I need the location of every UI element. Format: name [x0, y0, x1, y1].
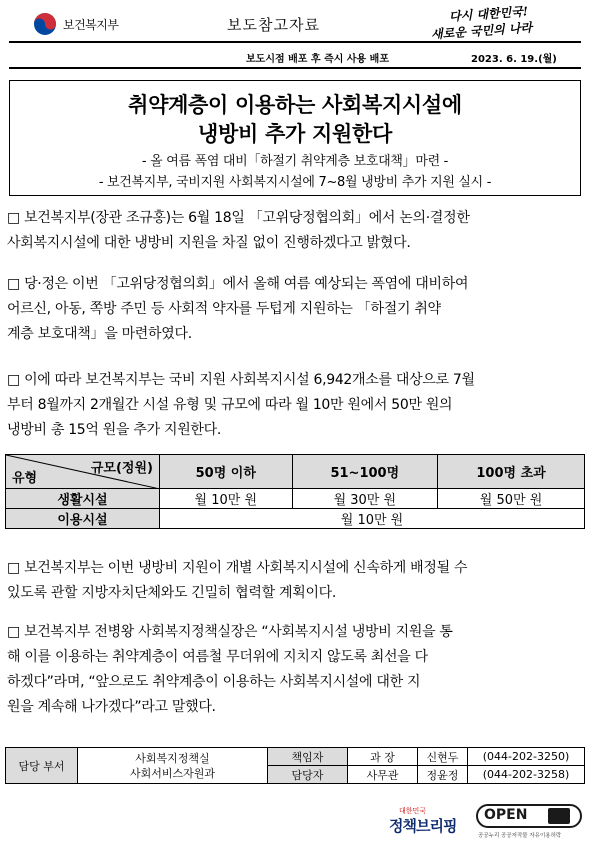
release-date: 2023. 6. 19.(월)	[471, 54, 557, 65]
policy-briefing-logo	[389, 806, 469, 842]
slogan-line2: 새로운 국민의 나라	[430, 20, 533, 42]
paragraph-line: 하겠다”라며, “앞으로도 취약계층이 이용하는 사회복지시설에 대한 지	[7, 674, 421, 690]
paragraph-line: □ 보건복지부(장관 조규홍)는 6월 18일 「고위당정협의회」에서 논의·결정한	[7, 210, 470, 226]
dept-label: 담당 부서	[6, 748, 78, 784]
table-header-row	[6, 455, 585, 489]
paragraph-line: 부터 8월까지 2개월간 시설 유형 및 규모에 따라 월 10만 원에서 50만 원의	[7, 397, 453, 413]
paragraph-line: □ 보건복지부는 이번 냉방비 지원이 개별 사회복지시설에 신속하게 배정될 수	[7, 560, 468, 576]
license-icon	[548, 808, 570, 824]
open-subtext: 공공누리 공공저작물 자유이용허락	[478, 833, 562, 839]
subheadline-1: - 올 여름 폭염 대비「하절기 취약계층 보호대책」마련 -	[141, 154, 449, 169]
government-slogan	[427, 5, 569, 41]
table-row	[6, 509, 585, 529]
paragraph-3	[7, 368, 583, 443]
corner-top-label: 규모(정원)	[90, 461, 153, 476]
headline-line2: 냉방비 추가 지원한다	[198, 122, 392, 146]
paragraph-1	[7, 206, 583, 256]
table-cell-merged: 월 10만 원	[160, 509, 585, 529]
headline-box	[9, 80, 581, 196]
doc-type-title: 보도참고자료	[227, 16, 320, 34]
paragraph-line: □ 보건복지부 전병왕 사회복지정책실장은 “사회복지시설 냉방비 지원을 통	[7, 624, 453, 640]
paragraph-line: 어르신, 아동, 쪽방 주민 등 사회적 약자를 두텁게 지원하는 「하절기 취약	[7, 301, 441, 317]
table-cell: 월 30만 원	[292, 489, 438, 509]
paragraph-line: □ 당·정은 이번 「고위당정협의회」에서 올해 여름 예상되는 폭염에 대비하여	[7, 276, 469, 292]
release-info	[9, 44, 581, 69]
paragraph-line: 사회복지시설에 대한 냉방비 지원을 차질 없이 진행하겠다고 밝혔다.	[7, 235, 411, 251]
row-label: 생활시설	[6, 489, 160, 509]
taegeuk-icon	[33, 12, 57, 36]
table-row	[6, 489, 585, 509]
paragraph-line: 계층 보호대책」을 마련하였다.	[7, 326, 192, 342]
contact-name: 정윤정	[418, 766, 468, 784]
subheadline-2: - 보건복지부, 국비지원 사회복지시설에 7~8월 냉방비 추가 지원 실시 -	[98, 175, 492, 190]
slogan-line1: 다시 대한민국!	[448, 4, 529, 24]
brief-big-text: 정책브리핑	[389, 817, 457, 835]
brief-small-text: 대한민국	[399, 807, 427, 815]
press-header	[9, 5, 581, 43]
contact-role: 책임자	[268, 748, 348, 766]
corner-bottom-label: 유형	[12, 471, 38, 486]
paragraph-2	[7, 272, 583, 347]
table-corner-cell	[6, 455, 160, 489]
ministry-logo	[33, 12, 145, 38]
contact-phone: (044-202-3250)	[468, 748, 585, 766]
contact-role: 담당자	[268, 766, 348, 784]
paragraph-line: □ 이에 따라 보건복지부는 국비 지원 사회복지시설 6,942개소를 대상으로 7월	[7, 372, 475, 388]
table-cell: 월 50만 원	[438, 489, 585, 509]
column-header: 51~100명	[292, 455, 438, 489]
contact-title: 과 장	[348, 748, 418, 766]
paragraph-line: 해 이를 이용하는 취약계층이 여름철 무더위에 지치지 않도록 최선을 다	[7, 649, 428, 665]
contact-phone: (044-202-3258)	[468, 766, 585, 784]
dept-line: 사회서비스자원과	[129, 766, 215, 780]
table-cell: 월 10만 원	[160, 489, 293, 509]
headline-line1: 취약계층이 이용하는 사회복지시설에	[128, 93, 462, 117]
dept-line: 사회복지정책실	[135, 751, 210, 765]
contact-name: 신현두	[418, 748, 468, 766]
open-label: OPEN	[484, 807, 528, 823]
kogl-open-logo	[476, 804, 582, 840]
paragraph-line: 냉방비 총 15억 원을 추가 지원한다.	[7, 422, 222, 438]
paragraph-5	[7, 620, 583, 720]
row-label: 이용시설	[6, 509, 160, 529]
paragraph-line: 있도록 관할 지방자치단체와도 긴밀히 협력할 계획이다.	[7, 585, 337, 601]
paragraph-4	[7, 556, 583, 606]
support-amount-table	[5, 454, 585, 529]
column-header: 100명 초과	[438, 455, 585, 489]
contact-table	[5, 747, 585, 784]
contact-title: 사무관	[348, 766, 418, 784]
dept-names	[78, 748, 268, 784]
ministry-name: 보건복지부	[63, 18, 119, 32]
contact-row	[6, 748, 585, 766]
paragraph-line: 원을 계속해 나가겠다”라고 말했다.	[7, 699, 216, 715]
embargo-text: 보도시점 배포 후 즉시 사용 배포	[246, 54, 389, 65]
column-header: 50명 이하	[160, 455, 293, 489]
